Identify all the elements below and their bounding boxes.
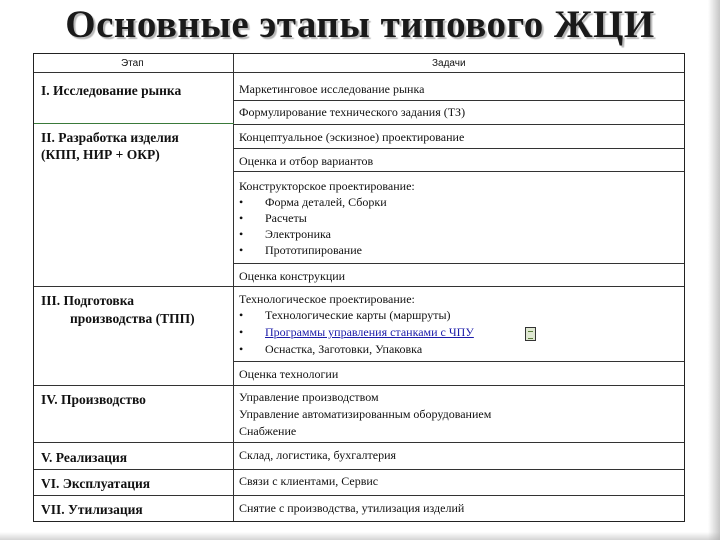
row-divider (234, 171, 684, 172)
row-divider (234, 263, 684, 264)
stage-4-label: IV. Производство (41, 392, 146, 407)
task-tech-spec: Формулирование технического задания (ТЗ) (239, 105, 466, 119)
task-evaluate-variants: Оценка и отбор вариантов (239, 154, 374, 168)
row-divider (234, 361, 684, 362)
design-item: • Расчеты (239, 211, 307, 225)
row-divider (234, 148, 684, 149)
task-tech-heading: Технологическое проектирование: (239, 292, 415, 306)
task-design-eval: Оценка конструкции (239, 269, 346, 283)
task-production: Управление автоматизированным оборудованием (239, 407, 492, 421)
row-divider (234, 100, 684, 101)
slide-bottom-shadow (0, 532, 720, 540)
design-item: • Форма деталей, Сборки (239, 195, 387, 209)
row-divider (34, 286, 684, 287)
stage-5-label: V. Реализация (41, 450, 128, 465)
row-divider (34, 123, 234, 124)
slide-edge-shadow (708, 0, 720, 540)
document-icon[interactable] (525, 327, 536, 341)
task-disposal: Снятие с производства, утилизация изделий (239, 501, 465, 515)
task-market-research: Маркетинговое исследование рынка (239, 82, 425, 96)
design-item: • Прототипирование (239, 243, 362, 257)
row-divider (34, 495, 684, 496)
tech-item-cnc-programs-link[interactable]: • Программы управления станками с ЧПУ (239, 325, 474, 339)
row-divider (34, 442, 684, 443)
header-divider (34, 72, 684, 73)
stage-2-label-line1: II. Разработка изделия (41, 130, 179, 145)
task-production: Снабжение (239, 424, 297, 438)
stage-1-label: I. Исследование рынка (41, 83, 182, 98)
stages-table (33, 53, 685, 522)
page-title: Основные этапы типового ЖЦИ (65, 3, 655, 46)
task-concept-design: Концептуальное (эскизное) проектирование (239, 130, 465, 144)
task-design-heading: Конструкторское проектирование: (239, 179, 415, 193)
row-divider (34, 469, 684, 470)
column-header-tasks: Задачи (432, 58, 466, 69)
row-divider (34, 385, 684, 386)
column-header-stage: Этап (121, 58, 144, 69)
tech-item: • Оснастка, Заготовки, Упаковка (239, 342, 423, 356)
task-production: Управление производством (239, 390, 379, 404)
task-operation: Связи с клиентами, Сервис (239, 474, 379, 488)
stage-7-label: VII. Утилизация (41, 502, 143, 517)
stage-6-label: VI. Эксплуатация (41, 476, 151, 491)
stage-3-label-line2: производства (ТПП) (70, 311, 195, 326)
task-tech-eval: Оценка технологии (239, 367, 339, 381)
row-divider (234, 124, 684, 125)
design-item: • Электроника (239, 227, 331, 241)
stage-2-label-line2: (КПП, НИР + ОКР) (41, 147, 160, 162)
task-sales: Склад, логистика, бухгалтерия (239, 448, 397, 462)
tech-item: • Технологические карты (маршруты) (239, 308, 451, 322)
stage-3-label-line1: III. Подготовка (41, 293, 135, 308)
